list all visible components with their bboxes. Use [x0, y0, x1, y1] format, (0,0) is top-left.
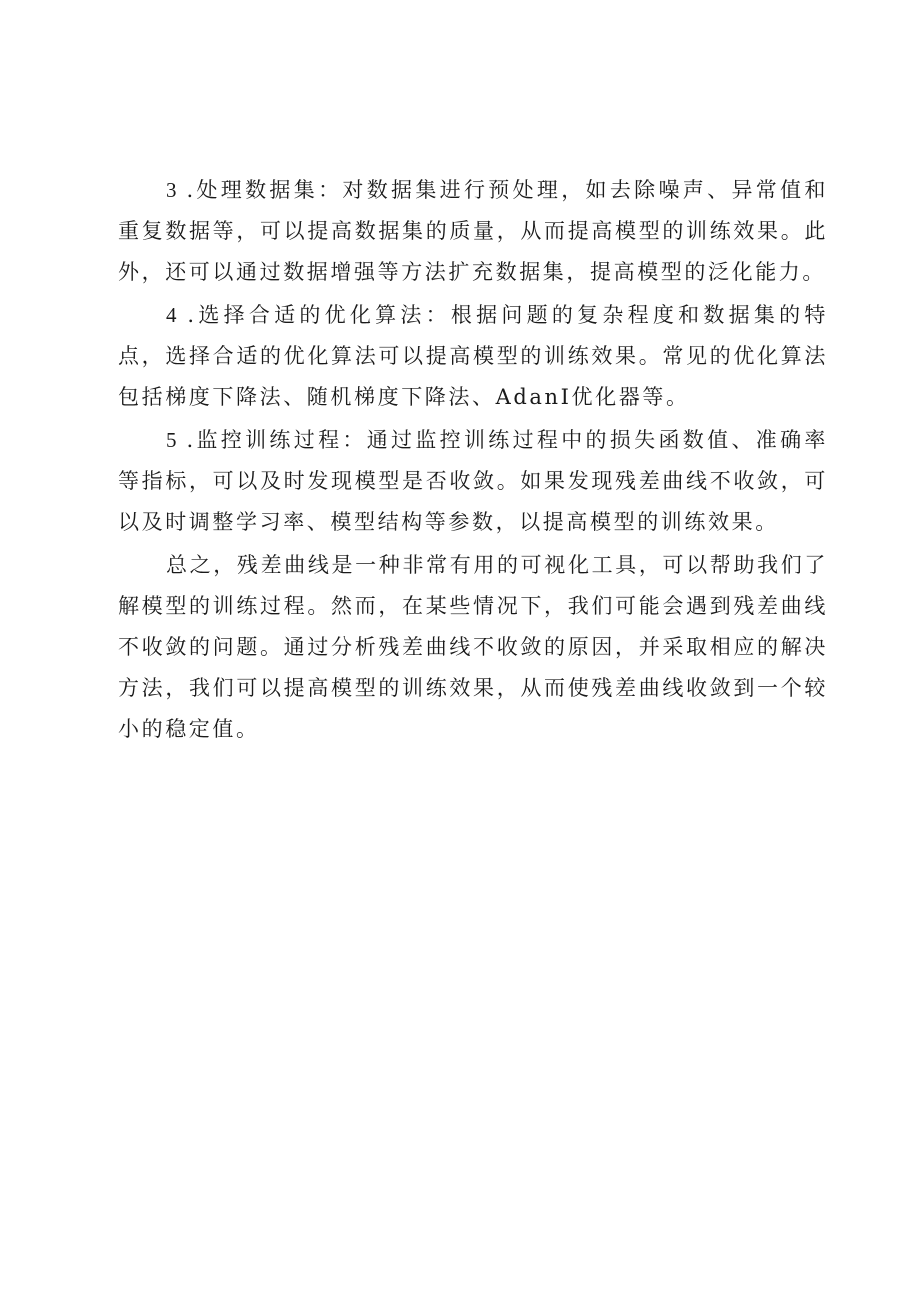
paragraph-number: 4 — [166, 303, 177, 327]
paragraph-number: 3 — [166, 178, 177, 202]
paragraph-monitor-training — [118, 420, 828, 543]
paragraph-number: 5 — [166, 428, 177, 452]
paragraph-text: .监控训练过程：通过监控训练过程中的损失函数值、准确率等指标，可以及时发现模型是否收敛。如果发现残差曲线不收敛，可以及时调整学习率、模型结构等参数，以提高模型的训练效果。 — [118, 428, 828, 534]
document-body — [118, 170, 828, 752]
paragraph-text: .处理数据集：对数据集进行预处理，如去除噪声、异常值和重复数据等，可以提高数据集的质量，从而提高模型的训练效果。此外，还可以通过数据增强等方法扩充数据集，提高模型的泛化能力。 — [118, 178, 828, 284]
paragraph-process-dataset — [118, 170, 828, 293]
paragraph-summary — [118, 545, 828, 750]
paragraph-text: .选择合适的优化算法：根据问题的复杂程度和数据集的特点，选择合适的优化算法可以提高模型的训练效果。常见的优化算法包括梯度下降法、随机梯度下降法、AdanI优化器等。 — [118, 303, 828, 409]
paragraph-choose-optimizer — [118, 295, 828, 418]
paragraph-text: 总之，残差曲线是一种非常有用的可视化工具，可以帮助我们了解模型的训练过程。然而，在某些情况下，我们可能会遇到残差曲线不收敛的问题。通过分析残差曲线不收敛的原因，并采取相应的解决方法，我们可以提高模型的训练效果，从而使残差曲线收敛到一个较小的稳定值。 — [118, 553, 828, 741]
